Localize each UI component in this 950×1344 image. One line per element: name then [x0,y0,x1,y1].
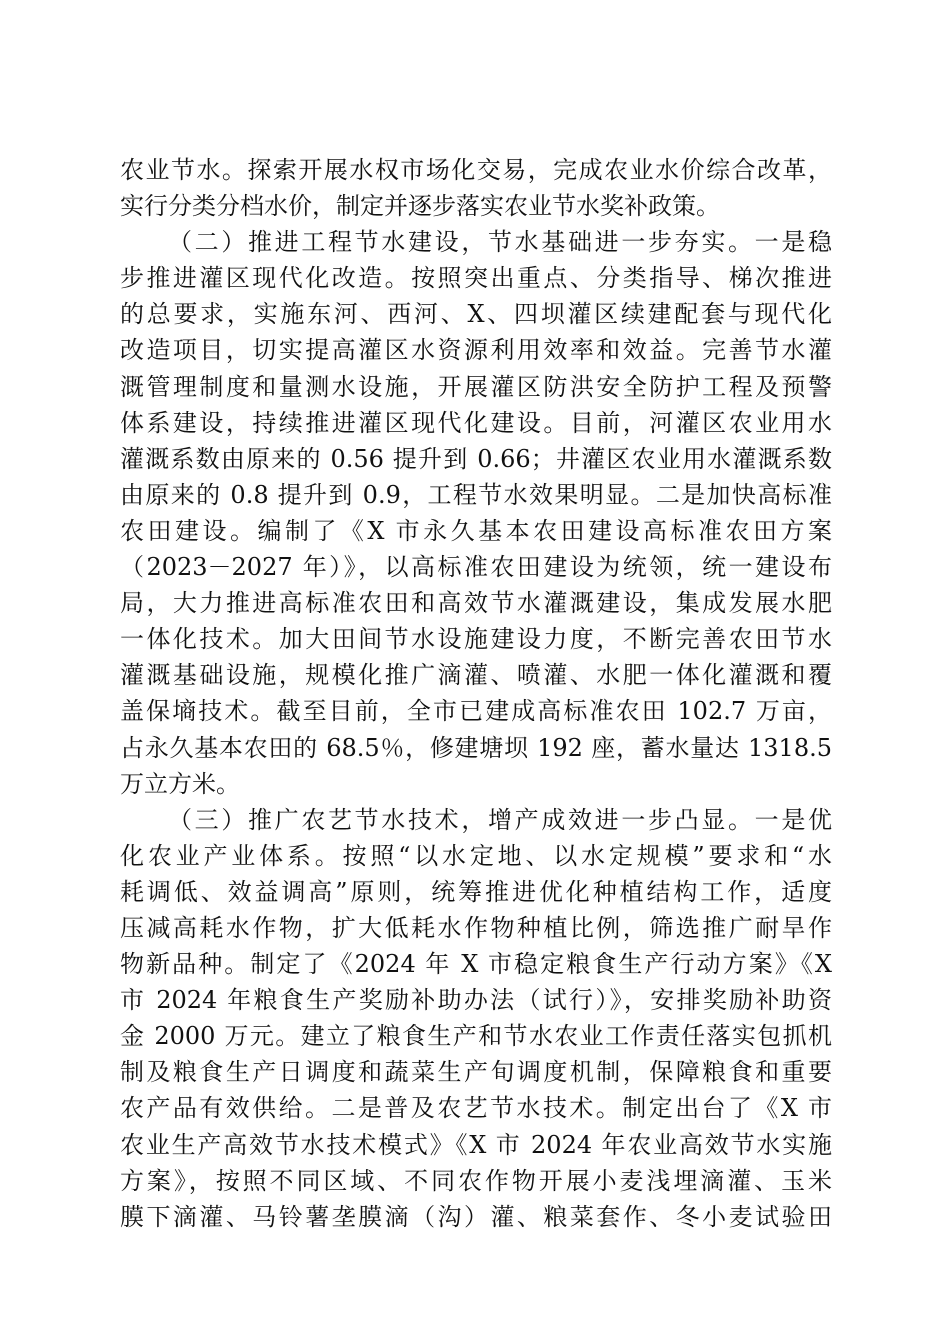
text-line: 占永久基本农田的 68.5％，修建塘坝 192 座，蓄水量达 1318.5 [120,733,832,762]
text-line: 农产品有效供给。二是普及农艺节水技术。制定出台了《X 市 [120,1094,832,1123]
body-text [120,152,832,1235]
text-line: 农田建设。编制了《X 市永久基本农田建设高标准农田方案 [120,516,832,545]
text-line: 实行分类分档水价，制定并逐步落实农业节水奖补政策。 [120,192,720,221]
text-line: 农业节水。探索开展水权市场化交易，完成农业水价综合改革， [120,156,832,184]
text-line: 一体化技术。加大田间节水设施建设力度，不断完善农田节水 [120,625,832,654]
text-line: 步推进灌区现代化改造。按照突出重点、分类指导、梯次推进 [120,264,832,293]
text-line: 方案》，按照不同区域、不同农作物开展小麦浅埋滴灌、玉米 [120,1166,832,1195]
text-line: 耗调低、效益调高”原则，统筹推进优化种植结构工作，适度 [120,877,832,906]
paragraph-heading-line: （三）推广农艺节水技术，增产成效进一步凸显。一是优 [168,805,832,834]
text-line: 由原来的 0.8 提升到 0.9，工程节水效果明显。二是加快高标准 [120,480,832,509]
text-line: （2023－2027 年）》，以高标准农田建设为统领，统一建设布 [120,553,832,582]
text-line: 灌溉基础设施，规模化推广滴灌、喷灌、水肥一体化灌溉和覆 [120,661,832,690]
text-line: 物新品种。制定了《2024 年 X 市稳定粮食生产行动方案》《X [120,950,832,979]
text-line: 制及粮食生产日调度和蔬菜生产旬调度机制，保障粮食和重要 [120,1058,832,1087]
text-line: 溉管理制度和量测水设施，开展灌区防洪安全防护工程及预警 [120,372,832,401]
text-line: 化农业产业体系。按照“以水定地、以水定规模”要求和“水 [120,841,832,870]
text-line: 盖保墒技术。截至目前，全市已建成高标准农田 102.7 万亩， [120,697,832,726]
text-line: 农业生产高效节水技术模式》《X 市 2024 年农业高效节水实施 [120,1130,832,1159]
text-line: 体系建设，持续推进灌区现代化建设。目前，河灌区农业用水 [120,408,832,437]
text-line: 压减高耗水作物，扩大低耗水作物种植比例，筛选推广耐旱作 [120,913,832,942]
text-line: 金 2000 万元。建立了粮食生产和节水农业工作责任落实包抓机 [120,1022,832,1051]
text-line: 膜下滴灌、马铃薯垄膜滴（沟）灌、粮菜套作、冬小麦试验田 [120,1202,832,1231]
text-line: 灌溉系数由原来的 0.56 提升到 0.66；井灌区农业用水灌溉系数 [120,444,832,473]
text-line: 改造项目，切实提高灌区水资源利用效率和效益。完善节水灌 [120,336,832,365]
text-line: 的总要求，实施东河、西河、X、四坝灌区续建配套与现代化 [120,300,832,329]
paragraph-heading-line: （二）推进工程节水建设，节水基础进一步夯实。一是稳 [168,228,832,257]
text-line: 局，大力推进高标准农田和高效节水灌溉建设，集成发展水肥 [120,589,832,618]
text-line: 万立方米。 [120,769,240,798]
text-line: 市 2024 年粮食生产奖励补助办法（试行）》，安排奖励补助资 [120,986,832,1015]
